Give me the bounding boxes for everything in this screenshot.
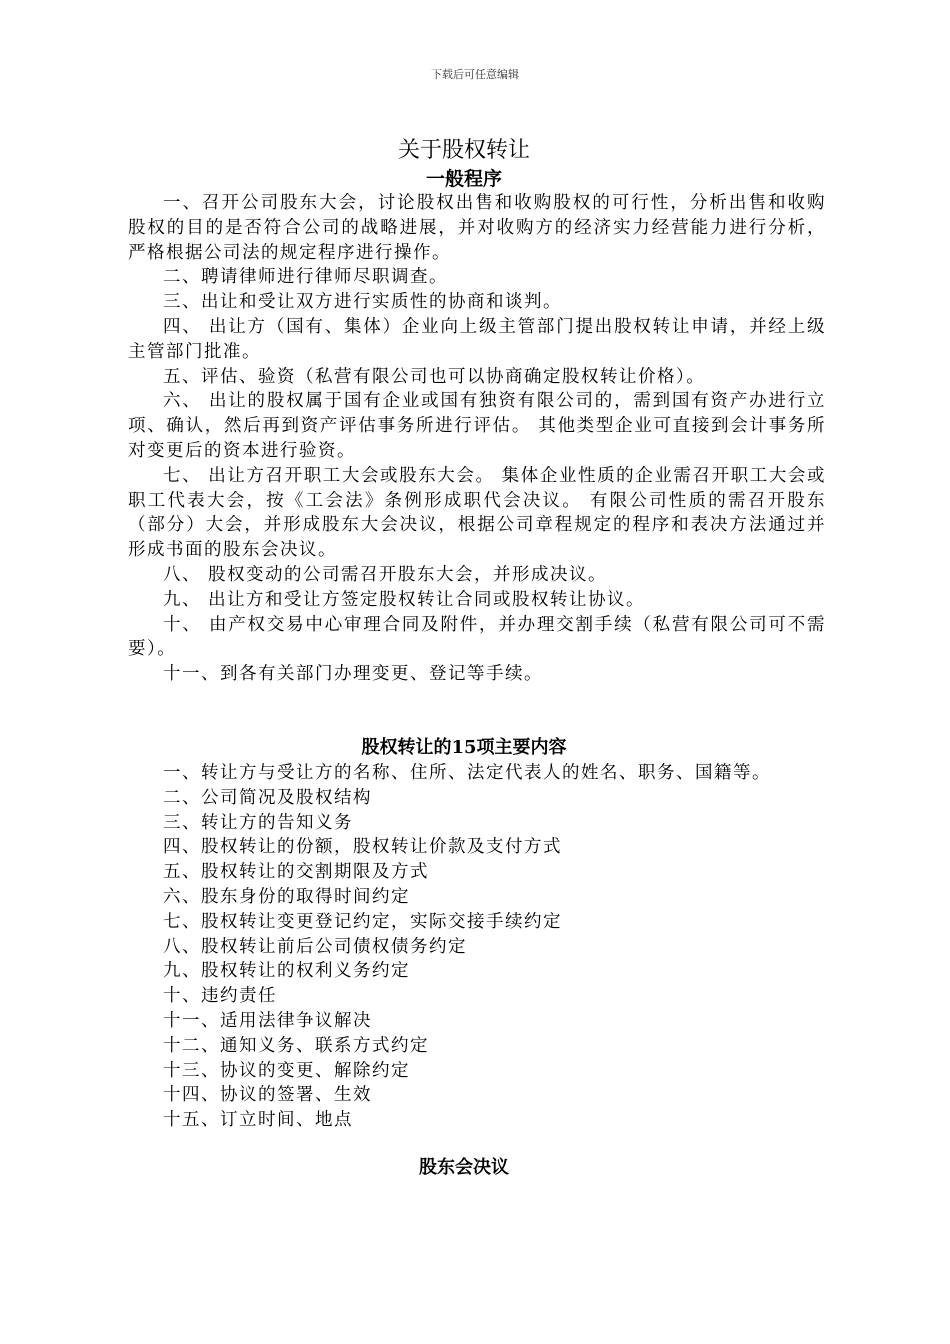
content-item: 二、公司简况及股权结构 <box>163 787 372 808</box>
procedure-item: 十一、到各有关部门办理变更、登记等手续。 <box>163 664 543 685</box>
content-item: 八、股权转让前后公司债权债务约定 <box>163 936 467 957</box>
procedure-item: 十、 由产权交易中心审理合同及附件，并办理交割手续（私营有限公司可不需要）。 <box>128 614 826 660</box>
procedure-item: 四、 出让方（国有、集体）企业向上级主管部门提出股权转让申请，并经上级主管部门批准。 <box>128 316 826 362</box>
procedure-list <box>128 191 826 687</box>
content-item: 五、股权转让的交割期限及方式 <box>163 862 429 883</box>
content-item: 十三、协议的变更、解除约定 <box>163 1060 410 1081</box>
content-item: 九、股权转让的权利义务约定 <box>163 961 410 982</box>
page-title: 关于股权转让 <box>397 138 530 163</box>
content-item: 十一、适用法律争议解决 <box>163 1010 372 1031</box>
content-item: 一、转让方与受让方的名称、住所、法定代表人的姓名、职务、国籍等。 <box>163 762 771 783</box>
content-item: 十、违约责任 <box>163 986 277 1007</box>
procedure-item: 二、聘请律师进行律师尽职调查。 <box>163 267 448 288</box>
procedure-item: 八、 股权变动的公司需召开股东大会，并形成决议。 <box>163 564 608 585</box>
content-item: 七、股权转让变更登记约定，实际交接手续约定 <box>163 911 562 932</box>
procedure-item: 三、出让和受让双方进行实质性的协商和谈判。 <box>163 292 562 313</box>
document-body <box>128 135 826 1181</box>
content-item: 四、股权转让的份额，股权转让价款及支付方式 <box>163 837 562 858</box>
procedure-item: 六、 出让的股权属于国有企业或国有独资有限公司的，需到国有资产办进行立项、确认，然后再到资产评估事务所进行评估。 其他类型企业可直接到会计事务所对变更后的资本进行验资。 <box>128 391 826 461</box>
procedure-item: 五、评估、验资（私营有限公司也可以协商确定股权转让价格）。 <box>163 366 706 387</box>
section-title-resolution: 股东会决议 <box>419 1156 509 1178</box>
section-title-contents: 股权转让的15项主要内容 <box>361 736 567 758</box>
procedure-item: 九、 出让方和受让方签定股权转让合同或股权转让协议。 <box>163 589 646 610</box>
procedure-item: 一、召开公司股东大会，讨论股权出售和收购股权的可行性，分析出售和收购股权的目的是否符合公司的战略进展，并对收购方的经济实力经营能力进行分析，严格根据公司法的规定程序进行操作。 <box>128 193 826 263</box>
contents-list <box>128 761 826 1133</box>
content-item: 六、股东身份的取得时间约定 <box>163 886 410 907</box>
page-subtitle: 一般程序 <box>425 168 502 190</box>
content-item: 十五、订立时间、地点 <box>163 1110 353 1131</box>
header-note: 下载后可任意编辑 <box>431 68 519 81</box>
content-item: 十二、通知义务、联系方式约定 <box>163 1035 429 1056</box>
content-item: 三、转让方的告知义务 <box>163 812 353 833</box>
procedure-item: 七、 出让方召开职工大会或股东大会。 集体企业性质的企业需召开职工大会或职工代表大会，按《工会法》条例形成职代会决议。 有限公司性质的需召开股东（部分）大会，并形成股东大会决议，根据公司章程规定的程序和表决方法通过并形成书面的股东会决议。 <box>128 465 826 561</box>
content-item: 十四、协议的签署、生效 <box>163 1085 372 1106</box>
